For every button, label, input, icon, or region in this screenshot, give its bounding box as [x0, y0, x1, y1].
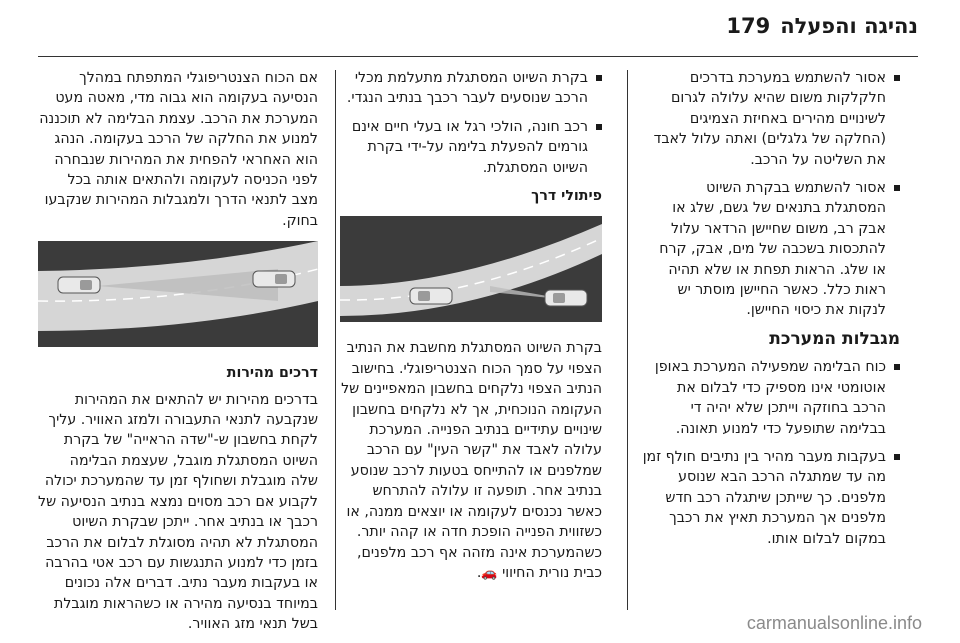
column-left: [38, 68, 318, 643]
right-car-icon: [253, 271, 295, 287]
system-limits-heading: מגבלות המערכת: [769, 328, 900, 349]
car-indicator-icon: 🚗: [481, 565, 498, 581]
straight-road-illustration: [38, 241, 318, 347]
curves-paragraph-end: .: [476, 564, 482, 581]
header-rule: [38, 56, 918, 57]
page-header: [38, 14, 918, 44]
bullet-lane-change: בעקבות מעבר מהיר בין נתיבים חולף זמן מה עד שמתגלה הרכב הבא שנוסע מלפנים. כך שייתכן שיתגלה רכב חדש מלפנים אך המערכת תאיץ את רכבך במקום לבלום אותו.: [642, 447, 900, 549]
column-middle: [340, 68, 602, 592]
column-divider-right: [627, 70, 628, 610]
curves-paragraph: [340, 338, 602, 584]
centrifugal-paragraph: אם הכוח הצנטריפוגלי המתפתח במהלך הנסיעה בעקומה הוא גבוה מדי, מאטה מעט המערכת את הרכב. עצמת הבלימה לא תוכננה למנוע את החלקה של הרכב בעקומה. הנהג הוא האחראי להפחית את המהירות שנבחרה לפני הכניסה לעקומה ולהתאים אותה בכל מצב לתנאי הדרך ולמגבלות המהירות שנקבעו בחוק.: [39, 70, 318, 229]
column-right: [642, 68, 900, 557]
bullet-slippery-roads: אסור להשתמש במערכת בדרכים חלקלקות משום שהיא עלולה לגרום לשינויים מהירים באחיזת הצמיגים (החלקה של גלגלים) ואתה עלול לאבד את השליטה על הרכב.: [642, 68, 900, 170]
left-car-icon: [58, 277, 100, 293]
bullet-weather-sensor: אסור להשתמש בבקרת השיוט המסתגלת בתנאים של גשם, שלג או אבק רב, משום שחיישן הרדאר עלול להתכסות בשכבה של מים, אבק, קרח או שלג. הראות תפחת או שלא תהיה ראות כלל. כאשר החיישן מוסתר יש לנקות את כיסוי החיישן.: [642, 178, 900, 321]
section-title: נהיגה והפעלה: [780, 14, 918, 38]
highways-subhead: דרכים מהירות: [226, 365, 318, 382]
page-number: 179: [726, 14, 771, 38]
curves-paragraph-text: בקרת השיוט המסתגלת מחשבת את הנתיב הצפוי על סמך הכוח הצנטריפוגלי. בחישוב הנתיב הצפוי נלקחים בחשבון המאפיינים של העקומה הנוכחית, אך לא נלקחים בחשבון שינויים עתידיים בנתיב הפנייה. המערכת עלולה לאבד את "קשר העין" עם הרכב שמלפנים או להתייחס בטעות לרכב שנוסע בנתיב אחר. תופעה זו עלולה להתרחש כאשר נכנסים לעקומה או יוצאים ממנה, או כשזווית הפנייה הופכת חדה או קהה יותר. כשהמערכת אינה מזהה אף רכב מלפנים, כבית נורית החיווי: [341, 340, 602, 581]
bullet-parked-pedestrians: רכב חונה, הולכי רגל או בעלי חיים אינם גורמים להפעלת בלימה על-ידי בקרת השיוט המסתגלת.: [340, 117, 602, 178]
rear-car-icon: [545, 290, 587, 306]
curves-subhead: פיתולי דרך: [531, 188, 602, 205]
bullet-oncoming-vehicles: בקרת השיוט המסתגלת מתעלמת מכלי הרכב שנוסעים לעבר רכבך בנתיב הנגדי.: [340, 68, 602, 109]
watermark: carmanualsonline.info: [746, 613, 922, 633]
highways-paragraph: בדרכים מהירות יש להתאים את המהירות שנקבעה לתנאי התעבורה ולמזג האוויר. עליך לקחת בחשבון ש-"שדה הראייה" של בקרת השיוט המסתגלת מוגבל, שעצמת הבלימה שלה מוגבלת ושחולף זמן עד שהמערכת יכולה לקבוע אם רכב מסוים נמצא בנתיב הנסיעה של רכבך או בנתיב אחר. ייתכן שבקרת השיוט המסתגלת לא תהיה מסוגלת לבלום את הרכב בזמן כדי למנוע התנגשות עם רכב אטי בהרבה או בעקבות מעבר נתיב. דברים אלה נכונים במיוחד בנסיעה מהירה או כשהראות מוגבלת בשל תנאי מזג האוויר.: [38, 391, 318, 633]
curve-road-illustration: [340, 216, 602, 322]
bullet-brake-force: כוח הבלימה שמפעילה המערכת באופן אוטומטי אינו מספיק כדי לבלום את הרכב בחוזקה וייתכן שלא יהיה די בבלימה שתופעל כדי למנוע תאונה.: [642, 357, 900, 439]
curve-road-svg: [340, 216, 602, 322]
straight-road-svg: [38, 241, 318, 347]
column-divider-left: [335, 70, 336, 610]
front-car-icon: [410, 288, 452, 304]
